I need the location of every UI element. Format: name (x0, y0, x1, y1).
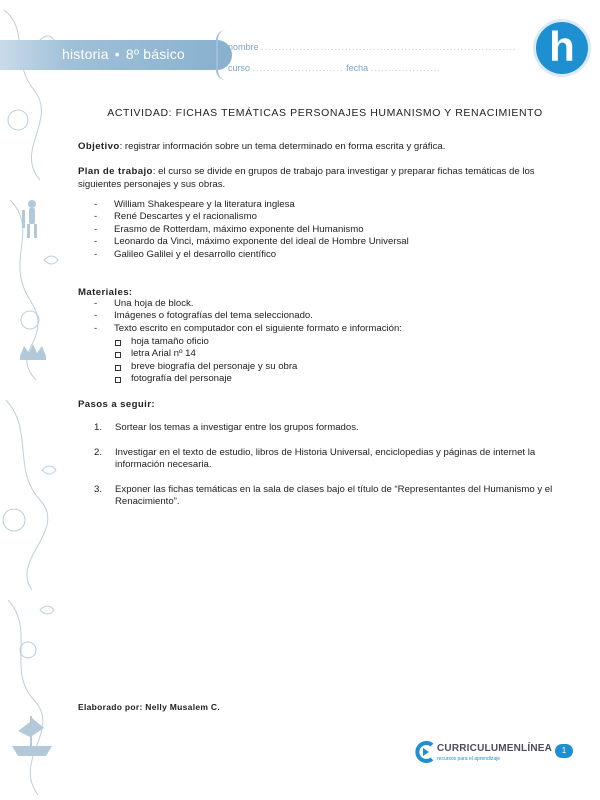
step-number: 3. (94, 483, 103, 495)
name-field[interactable]: nombre ......................................................................... (228, 42, 517, 52)
brand-name: CURRICULUMENLÍNEA (437, 743, 553, 754)
brand-tagline: recursos para el aprendizaje (437, 756, 501, 762)
ship-icon (12, 716, 52, 756)
page-number-badge: 1 (555, 744, 573, 758)
step-text: Investigar en el texto de estudio, libros de Historia Universal, enciclopedias y páginas de internet la información necesaria. (115, 446, 536, 471)
plan-label: Plan de trabajo (78, 166, 153, 177)
characters-list (94, 199, 409, 261)
course-date-fields[interactable]: curso .......................... fecha .................... (228, 63, 441, 73)
materials-list (94, 298, 402, 335)
objective-label: Objetivo (78, 141, 120, 152)
plan-paragraph (78, 165, 548, 191)
history-logo-icon: h (536, 22, 588, 74)
steps-heading (78, 398, 155, 411)
objective-paragraph (78, 140, 558, 153)
list-item (94, 484, 564, 509)
list-item: hoja tamaño oficio (113, 336, 297, 348)
subject-separator: • (114, 46, 120, 62)
decorative-margin-ornaments (0, 0, 62, 800)
curriculum-logo-icon (415, 741, 435, 763)
list-item: - Imágenes o fotografías del tema seleccionado. (94, 310, 402, 322)
list-item: - William Shakespeare y la literatura inglesa (94, 199, 409, 211)
list-item: - René Descartes y el racionalismo (94, 211, 409, 223)
list-item: letra Arial nº 14 (113, 348, 297, 360)
format-list (113, 336, 297, 386)
curriculum-logo (415, 741, 553, 767)
step-text: Sortear los temas a investigar entre los grupos formados. (115, 422, 359, 433)
subject-name: historia (62, 46, 109, 62)
author-credit: Elaborado por: Nelly Musalem C. (78, 702, 221, 712)
list-item (94, 422, 564, 435)
name-label: nombre (228, 42, 259, 52)
figure-silhouette-icon (22, 200, 37, 238)
course-label: curso (228, 63, 251, 73)
step-number: 1. (94, 422, 103, 433)
subject-label (62, 46, 185, 62)
grade-level: 8º básico (125, 46, 185, 62)
list-item (94, 447, 564, 472)
materials-label: Materiales: (78, 287, 133, 298)
date-label: fecha (346, 63, 369, 73)
crown-icon (20, 344, 46, 360)
list-item: breve biografía del personaje y su obra (113, 361, 297, 373)
list-item: fotografía del personaje (113, 373, 297, 385)
steps-list (94, 422, 564, 521)
list-item: - Leonardo da Vinci, máximo exponente del ideal de Hombre Universal (94, 236, 409, 248)
step-number: 2. (94, 446, 103, 458)
plan-text: : el curso se divide en grupos de trabajo para investigar y preparar fichas temáticas de los siguientes personajes y sus obras. (78, 166, 535, 190)
step-text: Exponer las fichas temáticas en la sala de clases bajo el título de “Representantes del Humanismo y el Renacimiento”. (115, 483, 553, 508)
list-item: - Texto escrito en computador con el siguiente formato e información: (94, 323, 402, 335)
objective-text: : registrar información sobre un tema determinado en forma escrita y gráfica. (119, 141, 446, 152)
list-item: - Una hoja de block. (94, 298, 402, 310)
list-item: - Galileo Galilei y el desarrollo científico (94, 249, 409, 261)
activity-title: ACTIVIDAD: FICHAS TEMÁTICAS PERSONAJES HUMANISMO Y RENACIMIENTO (107, 107, 543, 119)
steps-label: Pasos a seguir: (78, 399, 155, 410)
list-item: - Erasmo de Rotterdam, máximo exponente del Humanismo (94, 224, 409, 236)
